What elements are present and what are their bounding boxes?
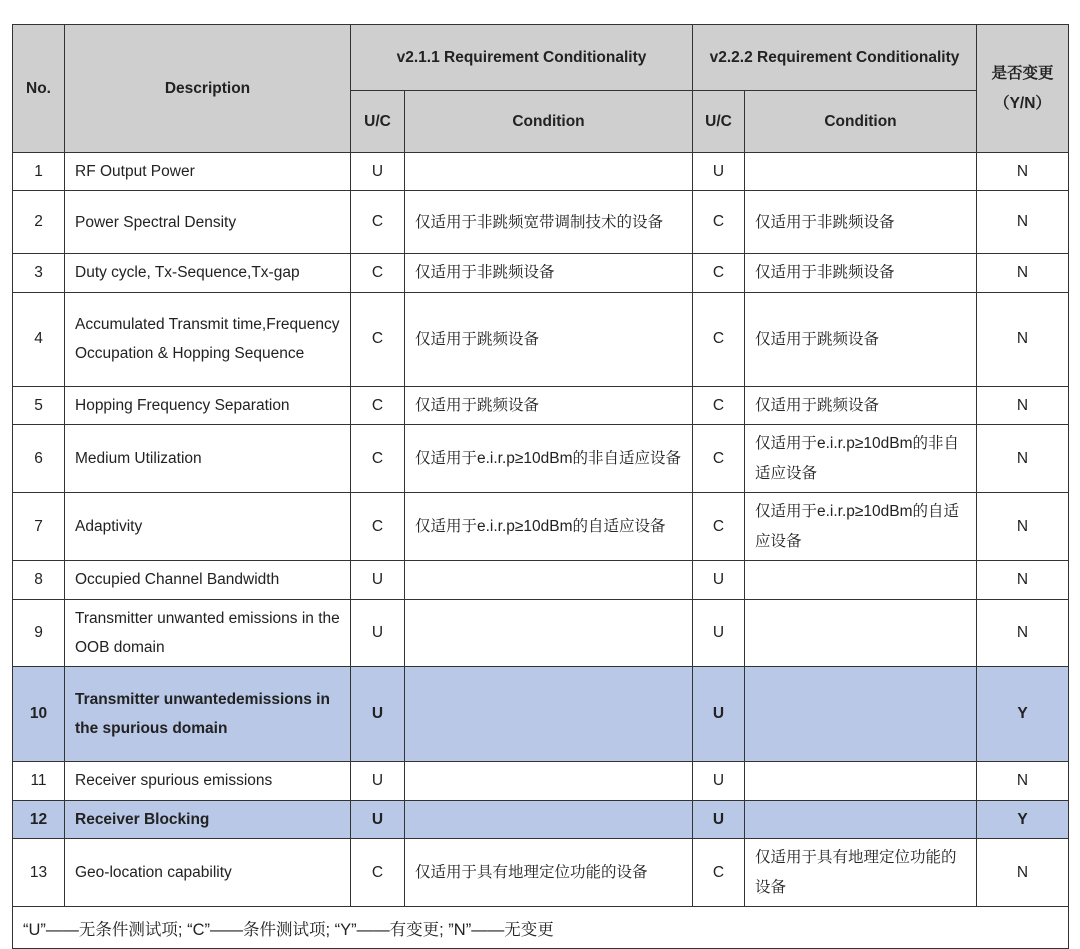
- cell-description: Duty cycle, Tx-Sequence,Tx-gap: [65, 254, 351, 292]
- cell-description: Adaptivity: [65, 493, 351, 561]
- cell-description: Hopping Frequency Separation: [65, 386, 351, 424]
- cell-changed: N: [977, 493, 1069, 561]
- cell-condition-v211: [405, 599, 693, 667]
- cell-uc-v211: C: [351, 191, 405, 254]
- requirement-table-container: [12, 24, 1068, 949]
- cell-changed: N: [977, 839, 1069, 907]
- cell-changed: Y: [977, 667, 1069, 762]
- cell-condition-v222: [745, 667, 977, 762]
- header-no: No.: [13, 25, 65, 153]
- cell-uc-v222: U: [693, 599, 745, 667]
- cell-changed: N: [977, 425, 1069, 493]
- header-changed-label: 是否变更: [991, 65, 1054, 83]
- cell-uc-v222: U: [693, 667, 745, 762]
- table-row: [13, 292, 1069, 386]
- cell-no: 7: [13, 493, 65, 561]
- cell-uc-v222: U: [693, 762, 745, 800]
- cell-uc-v211: U: [351, 599, 405, 667]
- cell-condition-v211: [405, 762, 693, 800]
- cell-no: 3: [13, 254, 65, 292]
- cell-uc-v211: U: [351, 762, 405, 800]
- cell-condition-v222: [745, 762, 977, 800]
- header-changed: [977, 25, 1069, 153]
- header-v211: v2.1.1 Requirement Conditionality: [351, 25, 693, 91]
- cell-description: Accumulated Transmit time,Frequency Occupation & Hopping Sequence: [65, 292, 351, 386]
- cell-description: Power Spectral Density: [65, 191, 351, 254]
- cell-condition-v211: [405, 561, 693, 599]
- cell-condition-v211: [405, 153, 693, 191]
- cell-uc-v222: U: [693, 800, 745, 838]
- cell-uc-v222: C: [693, 493, 745, 561]
- header-condition-v222: Condition: [745, 91, 977, 153]
- cell-condition-v211: 仅适用于非跳频设备: [405, 254, 693, 292]
- cell-uc-v211: C: [351, 254, 405, 292]
- cell-uc-v222: C: [693, 191, 745, 254]
- cell-condition-v222: 仅适用于e.i.r.p≥10dBm的自适应设备: [745, 493, 977, 561]
- cell-no: 12: [13, 800, 65, 838]
- cell-condition-v222: 仅适用于e.i.r.p≥10dBm的非自适应设备: [745, 425, 977, 493]
- cell-changed: N: [977, 254, 1069, 292]
- cell-condition-v222: 仅适用于非跳频设备: [745, 254, 977, 292]
- requirement-table: [12, 24, 1069, 949]
- cell-uc-v222: C: [693, 839, 745, 907]
- cell-uc-v222: C: [693, 254, 745, 292]
- cell-uc-v211: C: [351, 292, 405, 386]
- cell-uc-v222: C: [693, 386, 745, 424]
- table-row: [13, 254, 1069, 292]
- cell-no: 2: [13, 191, 65, 254]
- header-uc-v211: U/C: [351, 91, 405, 153]
- cell-condition-v222: 仅适用于跳频设备: [745, 292, 977, 386]
- cell-condition-v222: [745, 800, 977, 838]
- cell-condition-v211: 仅适用于具有地理定位功能的设备: [405, 839, 693, 907]
- header-v222: v2.2.2 Requirement Conditionality: [693, 25, 977, 91]
- cell-no: 9: [13, 599, 65, 667]
- cell-uc-v211: U: [351, 800, 405, 838]
- cell-condition-v211: [405, 667, 693, 762]
- header-condition-v211: Condition: [405, 91, 693, 153]
- cell-condition-v211: 仅适用于e.i.r.p≥10dBm的自适应设备: [405, 493, 693, 561]
- cell-condition-v222: 仅适用于跳频设备: [745, 386, 977, 424]
- cell-changed: N: [977, 599, 1069, 667]
- cell-changed: N: [977, 762, 1069, 800]
- cell-uc-v222: C: [693, 425, 745, 493]
- cell-description: Receiver Blocking: [65, 800, 351, 838]
- cell-description: Geo-location capability: [65, 839, 351, 907]
- table-row: [13, 386, 1069, 424]
- cell-condition-v211: 仅适用于跳频设备: [405, 292, 693, 386]
- cell-uc-v211: C: [351, 493, 405, 561]
- cell-description: Occupied Channel Bandwidth: [65, 561, 351, 599]
- cell-condition-v222: [745, 153, 977, 191]
- cell-condition-v211: 仅适用于非跳频宽带调制技术的设备: [405, 191, 693, 254]
- cell-uc-v222: C: [693, 292, 745, 386]
- cell-condition-v222: [745, 599, 977, 667]
- table-row: [13, 425, 1069, 493]
- cell-uc-v211: C: [351, 386, 405, 424]
- header-uc-v222: U/C: [693, 91, 745, 153]
- cell-no: 10: [13, 667, 65, 762]
- cell-condition-v211: 仅适用于跳频设备: [405, 386, 693, 424]
- header-changed-yn: （Y/N）: [994, 94, 1051, 112]
- cell-no: 8: [13, 561, 65, 599]
- cell-no: 13: [13, 839, 65, 907]
- table-row: [13, 599, 1069, 667]
- cell-uc-v211: C: [351, 839, 405, 907]
- cell-uc-v211: U: [351, 153, 405, 191]
- cell-no: 6: [13, 425, 65, 493]
- cell-uc-v211: U: [351, 561, 405, 599]
- cell-no: 1: [13, 153, 65, 191]
- header-description: Description: [65, 25, 351, 153]
- cell-description: Medium Utilization: [65, 425, 351, 493]
- cell-description: Receiver spurious emissions: [65, 762, 351, 800]
- cell-description: Transmitter unwantedemissions in the spurious domain: [65, 667, 351, 762]
- cell-condition-v222: 仅适用于具有地理定位功能的设备: [745, 839, 977, 907]
- cell-condition-v211: 仅适用于e.i.r.p≥10dBm的非自适应设备: [405, 425, 693, 493]
- cell-no: 11: [13, 762, 65, 800]
- cell-description: Transmitter unwanted emissions in the OOB domain: [65, 599, 351, 667]
- cell-uc-v222: U: [693, 561, 745, 599]
- table-row-highlighted: [13, 667, 1069, 762]
- cell-description: RF Output Power: [65, 153, 351, 191]
- table-row: [13, 762, 1069, 800]
- footnote-row: [13, 907, 1069, 949]
- table-row: [13, 493, 1069, 561]
- footnote: “U”——无条件测试项; “C”——条件测试项; “Y”——有变更; ”N”——无变更: [13, 907, 1069, 949]
- cell-uc-v222: U: [693, 153, 745, 191]
- cell-no: 5: [13, 386, 65, 424]
- table-row: [13, 153, 1069, 191]
- cell-changed: N: [977, 386, 1069, 424]
- cell-changed: N: [977, 561, 1069, 599]
- cell-changed: N: [977, 153, 1069, 191]
- cell-condition-v211: [405, 800, 693, 838]
- cell-uc-v211: U: [351, 667, 405, 762]
- cell-no: 4: [13, 292, 65, 386]
- cell-changed: N: [977, 191, 1069, 254]
- table-row-highlighted: [13, 800, 1069, 838]
- cell-condition-v222: [745, 561, 977, 599]
- cell-condition-v222: 仅适用于非跳频设备: [745, 191, 977, 254]
- cell-uc-v211: C: [351, 425, 405, 493]
- cell-changed: Y: [977, 800, 1069, 838]
- table-row: [13, 191, 1069, 254]
- table-row: [13, 561, 1069, 599]
- table-row: [13, 839, 1069, 907]
- cell-changed: N: [977, 292, 1069, 386]
